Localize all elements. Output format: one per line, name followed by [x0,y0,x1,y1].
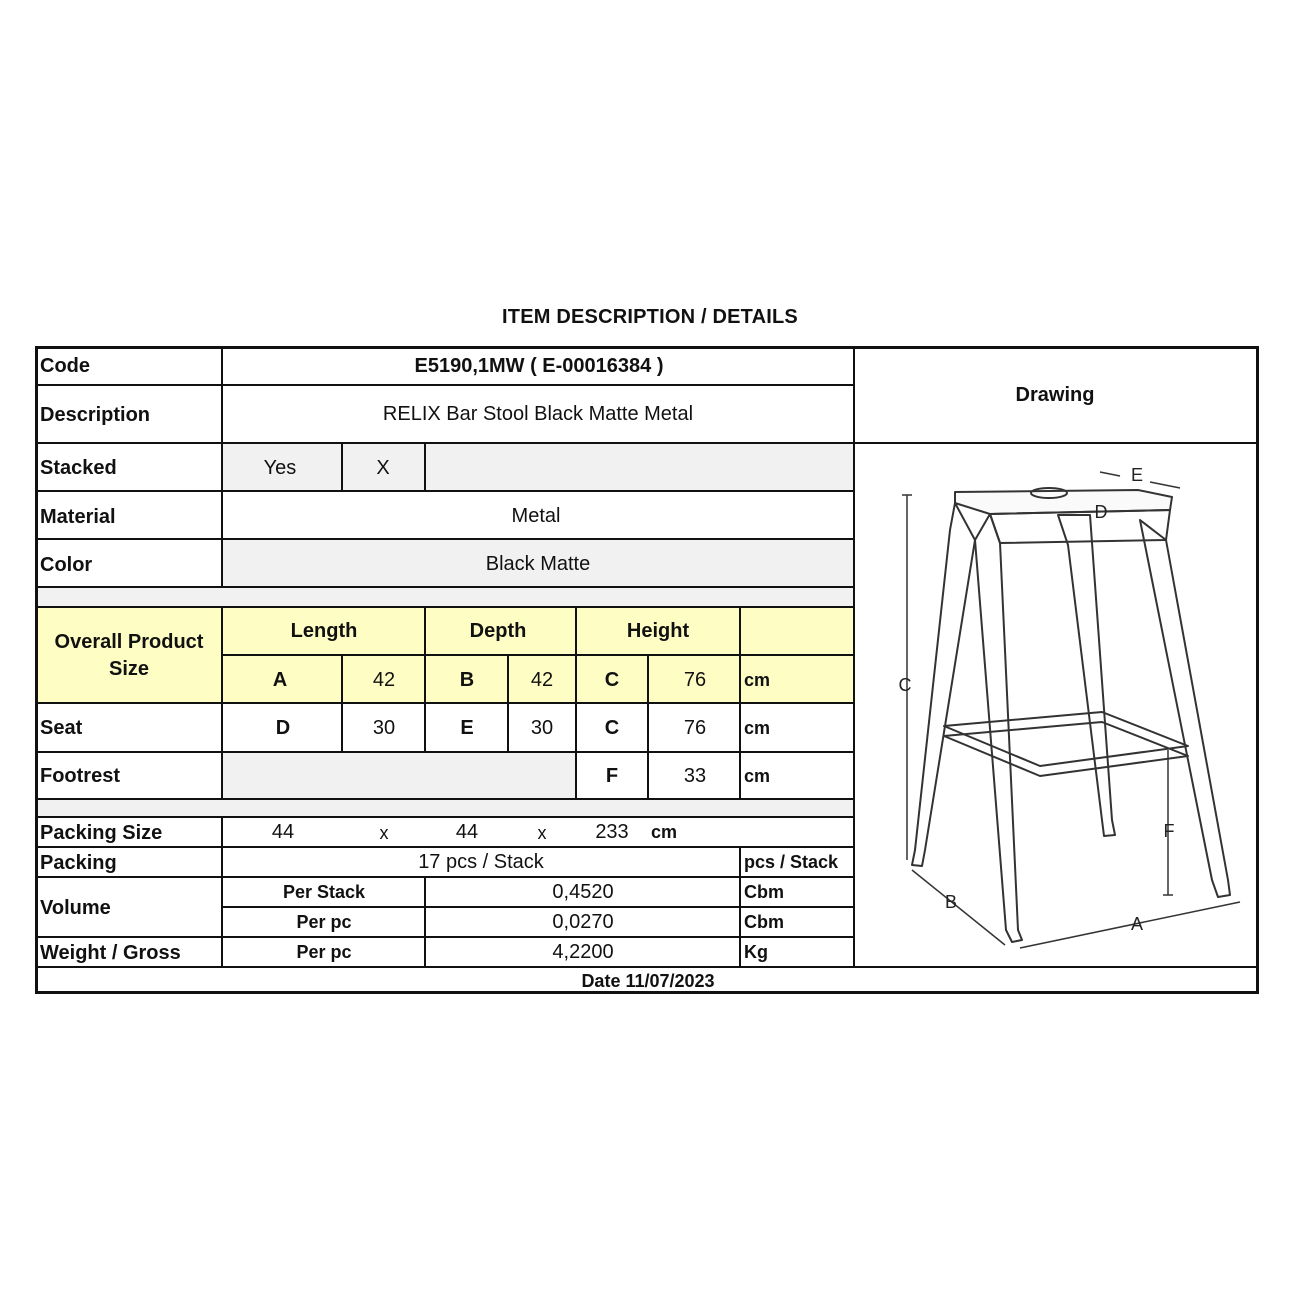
depth-header: Depth [469,620,527,642]
stacked-yes: Yes [263,457,297,479]
color-value: Black Matte [485,553,591,575]
volume-label: Volume [40,897,111,919]
drawing-label: Drawing [1015,384,1095,406]
volume-per-stack-label: Per Stack [282,882,366,902]
length-key: A [272,669,288,691]
seat-c-value: 76 [683,717,707,739]
material-label: Material [40,506,116,528]
seat-unit: cm [744,718,771,738]
depth-key: B [459,669,475,691]
stacked-label: Stacked [40,457,117,479]
footrest-value: 33 [683,765,707,787]
footrest-unit: cm [744,766,771,786]
volume-per-stack-unit: Cbm [744,882,784,902]
overall-label-line2: Size [108,658,150,680]
packing-size-depth: 44 [455,821,479,843]
packing-label: Packing [40,852,117,874]
weight-unit: Kg [744,942,768,962]
description-value: RELIX Bar Stool Black Matte Metal [382,403,694,425]
dim-label-c: C [898,675,912,695]
seat-c-key: C [604,717,620,739]
packing-size-label: Packing Size [40,822,163,844]
code-value: E5190,1MW ( E-00016384 ) [414,355,664,377]
dim-label-d: D [1094,502,1108,522]
height-header: Height [626,620,690,642]
stacked-mark: X [376,457,390,479]
footrest-key: F [605,765,619,787]
volume-per-pc-value: 0,0270 [552,911,614,933]
dim-label-b: B [944,892,958,912]
length-value: 42 [372,669,396,691]
footrest-label: Footrest [40,765,120,787]
length-header: Length [290,620,358,642]
packing-size-x1: x [379,823,389,843]
height-key: C [604,669,620,691]
seat-d-value: 30 [372,717,396,739]
packing-value: 17 pcs / Stack [418,851,544,873]
material-value: Metal [511,505,561,527]
details-frame [35,346,1259,994]
packing-unit: pcs / Stack [744,852,839,872]
seat-d-key: D [275,717,291,739]
description-label: Description [40,404,151,426]
depth-value: 42 [530,669,554,691]
seat-e-key: E [460,717,474,739]
packing-size-x2: x [537,823,547,843]
weight-value: 4,2200 [552,941,614,963]
seat-e-value: 30 [530,717,554,739]
volume-per-stack-value: 0,4520 [552,881,614,903]
overall-unit: cm [744,670,771,690]
date-text: Date 11/07/2023 [581,971,715,991]
weight-per-pc-label: Per pc [296,942,352,962]
height-value: 76 [683,669,707,691]
volume-per-pc-label: Per pc [296,912,352,932]
dim-label-a: A [1130,914,1144,934]
weight-label: Weight / Gross [40,942,181,964]
code-label: Code [40,355,90,377]
packing-size-height: 233 [595,821,629,843]
color-label: Color [40,554,93,576]
packing-size-unit: cm [651,822,678,842]
seat-label: Seat [40,717,83,739]
dim-label-e: E [1130,465,1144,485]
dim-label-f: F [1163,821,1175,841]
volume-per-pc-unit: Cbm [744,912,784,932]
overall-label-line1: Overall Product [54,631,204,653]
page-title: ITEM DESCRIPTION / DETAILS [502,306,798,328]
packing-size-width: 44 [271,821,295,843]
